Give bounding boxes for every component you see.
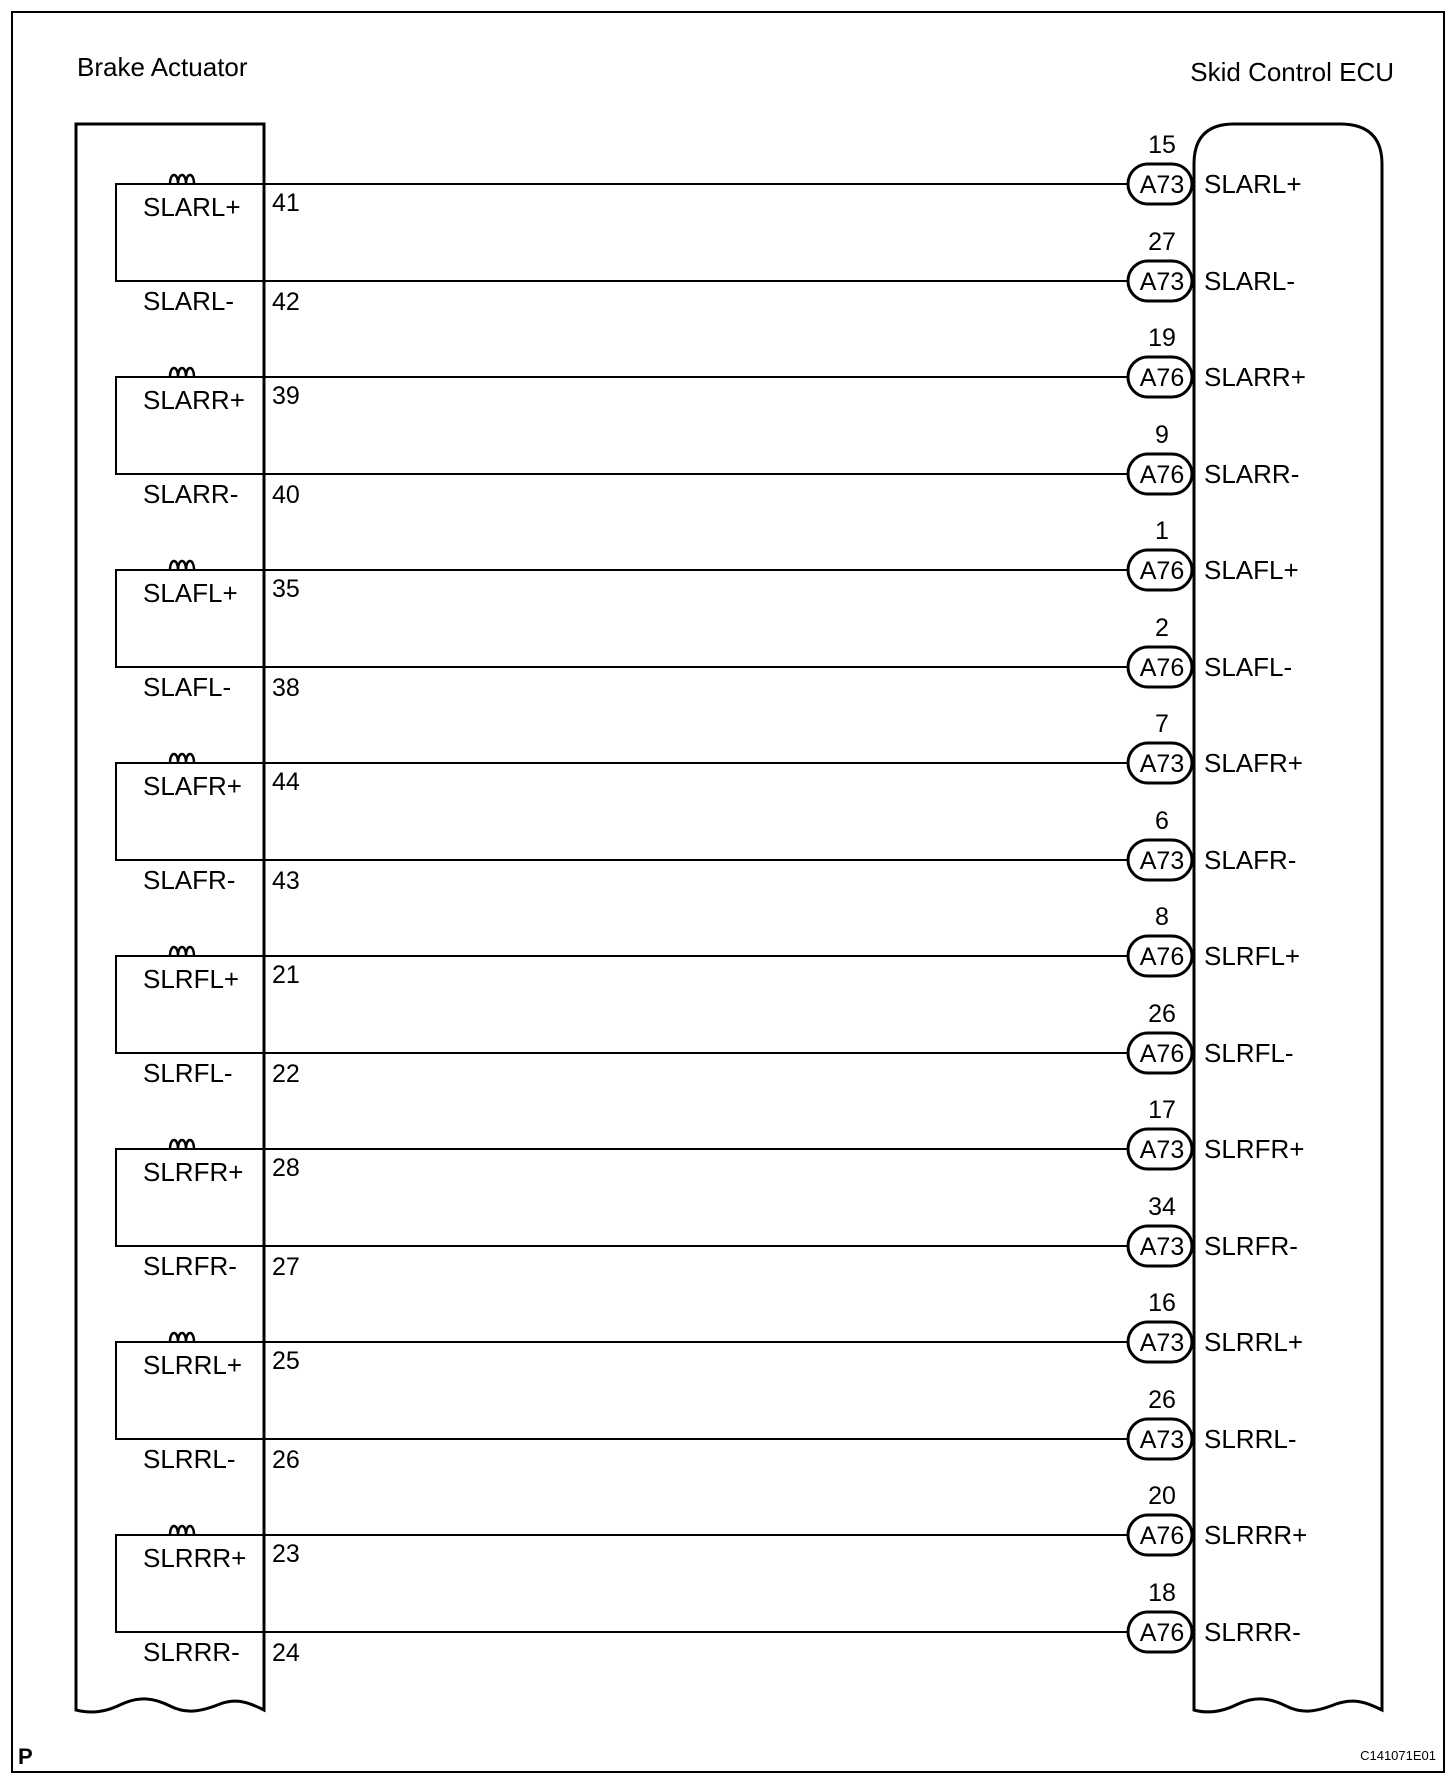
- circuit-2: [116, 324, 1306, 509]
- ecu-terminal-label-plus: SLARR+: [1204, 362, 1306, 392]
- actuator-terminal-label-plus: SLAFR+: [143, 771, 242, 801]
- ecu-pin-number-plus: 15: [1148, 131, 1176, 159]
- actuator-terminal-label-minus: SLARR-: [143, 479, 239, 509]
- ecu-terminal-label-minus: SLRRR-: [1204, 1617, 1301, 1647]
- actuator-terminal-label-minus: SLAFR-: [143, 865, 236, 895]
- ecu-pin-number-plus: 17: [1148, 1096, 1176, 1124]
- actuator-pin-number-plus: 44: [272, 768, 300, 796]
- skid-control-ecu-title: Skid Control ECU: [1190, 57, 1394, 87]
- connector-id-minus: A73: [1139, 1426, 1185, 1454]
- ecu-pin-number-minus: 2: [1155, 614, 1169, 642]
- actuator-terminal-label-minus: SLRRL-: [143, 1444, 236, 1474]
- connector-id-plus: A76: [1139, 943, 1185, 971]
- solenoid-coil-icon: [170, 175, 194, 184]
- ecu-terminal-label-minus: SLRFR-: [1204, 1231, 1298, 1261]
- ecu-pin-number-plus: 1: [1155, 517, 1169, 545]
- actuator-pin-number-minus: 40: [272, 481, 300, 509]
- connector-id-minus: A73: [1139, 268, 1185, 296]
- solenoid-coil-icon: [170, 368, 194, 377]
- solenoid-coil-icon: [170, 947, 194, 956]
- connector-id-plus: A73: [1139, 1136, 1185, 1164]
- circuit-8: [116, 1482, 1307, 1667]
- actuator-pin-number-plus: 28: [272, 1154, 300, 1182]
- figure-code: C141071E01: [1360, 1748, 1436, 1763]
- ecu-terminal-label-minus: SLRFL-: [1204, 1038, 1294, 1068]
- actuator-terminal-label-minus: SLRFL-: [143, 1058, 233, 1088]
- actuator-pin-number-plus: 23: [272, 1540, 300, 1568]
- actuator-terminal-label-plus: SLARL+: [143, 192, 241, 222]
- actuator-pin-number-minus: 43: [272, 867, 300, 895]
- ecu-pin-number-minus: 27: [1148, 228, 1176, 256]
- circuit-4: [116, 710, 1303, 895]
- circuit-1: [116, 131, 1302, 316]
- actuator-pin-number-minus: 38: [272, 674, 300, 702]
- connector-id-plus: A73: [1139, 171, 1185, 199]
- ecu-pin-number-minus: 9: [1155, 421, 1169, 449]
- connector-id-plus: A76: [1139, 364, 1185, 392]
- connector-id-minus: A76: [1139, 1619, 1185, 1647]
- ecu-pin-number-plus: 7: [1155, 710, 1169, 738]
- circuit-7: [116, 1289, 1303, 1474]
- circuit-5: [116, 903, 1300, 1088]
- actuator-pin-number-plus: 41: [272, 189, 300, 217]
- connector-id-plus: A76: [1139, 557, 1185, 585]
- ecu-pin-number-plus: 19: [1148, 324, 1176, 352]
- ecu-terminal-label-plus: SLRFL+: [1204, 941, 1301, 971]
- ecu-pin-number-minus: 34: [1148, 1193, 1176, 1221]
- circuits: [116, 131, 1307, 1667]
- ecu-terminal-label-plus: SLAFR+: [1204, 748, 1303, 778]
- ecu-terminal-label-minus: SLAFR-: [1204, 845, 1297, 875]
- actuator-terminal-label-minus: SLAFL-: [143, 672, 232, 702]
- ecu-terminal-label-plus: SLRRL+: [1204, 1327, 1303, 1357]
- actuator-pin-number-minus: 24: [272, 1639, 300, 1667]
- ecu-terminal-label-minus: SLRRL-: [1204, 1424, 1297, 1454]
- actuator-terminal-label-plus: SLARR+: [143, 385, 245, 415]
- connector-id-minus: A76: [1139, 654, 1185, 682]
- ecu-pin-number-plus: 16: [1148, 1289, 1176, 1317]
- solenoid-coil-icon: [170, 561, 194, 570]
- actuator-pin-number-minus: 22: [272, 1060, 300, 1088]
- ecu-pin-number-plus: 20: [1148, 1482, 1176, 1510]
- solenoid-coil-icon: [170, 1140, 194, 1149]
- connector-id-minus: A73: [1139, 847, 1185, 875]
- ecu-terminal-label-plus: SLRFR+: [1204, 1134, 1305, 1164]
- connector-id-plus: A73: [1139, 1329, 1185, 1357]
- connector-id-minus: A76: [1139, 1040, 1185, 1068]
- ecu-terminal-label-plus: SLAFL+: [1204, 555, 1299, 585]
- ecu-pin-number-minus: 26: [1148, 1386, 1176, 1414]
- solenoid-coil-icon: [170, 1333, 194, 1342]
- actuator-pin-number-minus: 42: [272, 288, 300, 316]
- actuator-terminal-label-plus: SLRFR+: [143, 1157, 244, 1187]
- ecu-terminal-label-minus: SLARL-: [1204, 266, 1296, 296]
- actuator-pin-number-minus: 26: [272, 1446, 300, 1474]
- connector-id-minus: A76: [1139, 461, 1185, 489]
- ecu-terminal-label-plus: SLARL+: [1204, 169, 1302, 199]
- ecu-pin-number-minus: 6: [1155, 807, 1169, 835]
- ecu-terminal-label-plus: SLRRR+: [1204, 1520, 1308, 1550]
- connector-id-plus: A73: [1139, 750, 1185, 778]
- ecu-pin-number-plus: 8: [1155, 903, 1169, 931]
- actuator-terminal-label-plus: SLRRR+: [143, 1543, 247, 1573]
- actuator-terminal-label-minus: SLARL-: [143, 286, 235, 316]
- actuator-terminal-label-plus: SLRRL+: [143, 1350, 242, 1380]
- actuator-terminal-label-minus: SLRRR-: [143, 1637, 240, 1667]
- ecu-terminal-label-minus: SLARR-: [1204, 459, 1300, 489]
- solenoid-coil-icon: [170, 1526, 194, 1535]
- actuator-pin-number-plus: 35: [272, 575, 300, 603]
- actuator-terminal-label-minus: SLRFR-: [143, 1251, 237, 1281]
- connector-id-minus: A73: [1139, 1233, 1185, 1261]
- actuator-pin-number-plus: 25: [272, 1347, 300, 1375]
- connector-id-plus: A76: [1139, 1522, 1185, 1550]
- circuit-3: [116, 517, 1299, 702]
- solenoid-coil-icon: [170, 754, 194, 763]
- ecu-pin-number-minus: 26: [1148, 1000, 1176, 1028]
- ecu-pin-number-minus: 18: [1148, 1579, 1176, 1607]
- actuator-pin-number-minus: 27: [272, 1253, 300, 1281]
- actuator-pin-number-plus: 21: [272, 961, 300, 989]
- actuator-terminal-label-plus: SLAFL+: [143, 578, 238, 608]
- brake-actuator-title: Brake Actuator: [77, 52, 248, 82]
- ecu-terminal-label-minus: SLAFL-: [1204, 652, 1293, 682]
- corner-mark: P: [18, 1744, 33, 1769]
- actuator-terminal-label-plus: SLRFL+: [143, 964, 240, 994]
- circuit-6: [116, 1096, 1304, 1281]
- actuator-pin-number-plus: 39: [272, 382, 300, 410]
